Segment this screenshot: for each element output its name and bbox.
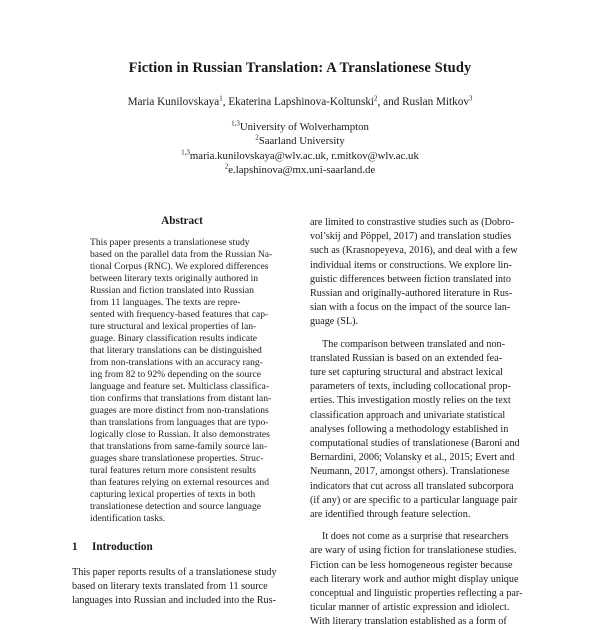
text-line: guage. Binary classification results indicate <box>90 333 258 344</box>
text-line: The comparison between translated and non- <box>322 338 506 350</box>
section-heading <box>72 541 153 553</box>
paragraph-gap <box>310 330 535 338</box>
text-line: such as (Krasnopeyeva, 2016), and deal with a few <box>310 245 518 257</box>
paragraph <box>310 530 535 629</box>
text-line: This paper presents a translationese study <box>90 237 250 248</box>
text-line: It does not come as a surprise that researchers <box>322 531 509 543</box>
affiliation-line: $^{1,3}$University of Wolverhampton <box>231 119 369 133</box>
text-line: from 11 languages. The texts are repre- <box>90 297 241 308</box>
paper-title: Fiction in Russian Translation: A Translationese Study <box>128 60 472 76</box>
text-line: analyses following a methodology established in <box>310 423 509 435</box>
text-line: that translations from same-family source lan- <box>90 441 268 452</box>
text-line: Russian and originally-authored literature in Rus- <box>310 288 513 300</box>
left-column <box>72 215 292 525</box>
text-line: individual items or constructions. We explore lin- <box>310 259 512 271</box>
text-line: parameters of texts, including collocational prop- <box>310 381 511 393</box>
text-line: ture structural and lexical properties of lan- <box>90 321 257 332</box>
text-line: based on the parallel data from the Russian Na- <box>90 249 273 260</box>
text-line: sian with a focus on the impact of the source lan- <box>310 302 511 314</box>
text-line: guages are more distinct from non-translations <box>90 405 269 416</box>
text-line: Fiction can be less homogeneous register because <box>310 559 513 571</box>
author: Ruslan Mitkov$^3$ <box>402 94 473 108</box>
email-line: $^2$e.lapshinova@mx.uni-saarland.de <box>224 162 376 176</box>
text-line: guage (SL). <box>310 316 359 328</box>
text-line: tional Corpus (RNC). We explored differences <box>90 261 269 272</box>
text-line: based on literary texts translated from 11 source <box>72 581 268 593</box>
text-line: ticular manner of artistic expression and idiolect. <box>310 602 510 614</box>
text-line: (if any) or are specific to a particular language pair <box>310 494 518 506</box>
text-line: identification tasks. <box>90 513 166 524</box>
text-line: ing from 82 to 92% depending on the source <box>90 369 262 380</box>
text-line: capturing lexical properties of texts in both <box>90 489 256 500</box>
author: Maria Kunilovskaya$^1$, <box>127 94 229 108</box>
text-line: vol’skij and Pöppel, 2017) and translation studies <box>310 231 512 243</box>
affiliation-line: $^2$Saarland University <box>255 133 345 148</box>
text-line: from non-translations with an accuracy rang- <box>90 357 263 368</box>
abstract-body <box>72 237 290 525</box>
section-number: 1 <box>72 541 78 553</box>
text-line: are identified through feature selection. <box>310 509 471 521</box>
paragraph <box>310 216 535 330</box>
text-line: conceptual and linguistic properties reflecting a par- <box>310 588 523 600</box>
text-line: languages into Russian and included into the Rus- <box>72 595 277 607</box>
text-line: Neumann, 2017, amongst others). Translationese <box>310 466 510 478</box>
text-line: logically close to Russian. It also demonstrates <box>90 429 270 440</box>
paragraph <box>310 338 535 523</box>
abstract-heading: Abstract <box>161 215 203 227</box>
section-title: Introduction <box>92 541 153 553</box>
text-line: tion confirms that translations from distant lan- <box>90 393 272 404</box>
text-line: computational studies of translationese (Baroni and <box>310 438 520 450</box>
text-line: This paper reports results of a translationese study <box>72 567 277 578</box>
text-line: Bernardini, 2006; Volansky et al., 2015; Evert and <box>310 452 515 464</box>
text-line: erties. This investigation mostly relies on the text <box>310 395 511 407</box>
text-line: Russian and fiction translated into Russian <box>90 285 254 296</box>
text-line: classification approach and univariate statistical <box>310 409 506 421</box>
text-line: translated Russian is based on an extended fea- <box>310 352 503 364</box>
paragraph-gap <box>310 522 535 530</box>
email-line: $^{1,3}$maria.kunilovskaya@wlv.ac.uk, r.mitkov@wlv.ac.uk <box>181 148 419 162</box>
introduction-text <box>72 566 297 609</box>
author-list <box>0 96 600 108</box>
text-line: that literary translations can be distinguished <box>90 345 262 356</box>
text-line: guistic differences between fiction translated into <box>310 273 511 285</box>
text-line: between literary texts originally authored in <box>90 273 259 284</box>
text-line: than features relying on external resources and <box>90 477 270 488</box>
affiliations <box>0 120 600 177</box>
text-line: language and feature set. Multiclass classifica- <box>90 381 270 392</box>
text-line: each literary work and author might display unique <box>310 573 519 585</box>
text-line: than translations from languages that are typo- <box>90 417 269 428</box>
text-line: are limited to constrastive studies such as (Dobro- <box>310 217 514 228</box>
text-line: With literary translation established as a form of <box>310 616 507 628</box>
text-line: are wary of using fiction for translationese studies. <box>310 545 517 557</box>
author: Ekaterina Lapshinova-Koltunski$^2$, and <box>228 94 403 108</box>
text-line: guages share translationese properties. Struc- <box>90 453 264 464</box>
text-line: translationese detection and source language <box>90 501 262 512</box>
text-line: sented with frequency-based features that cap- <box>90 309 269 320</box>
right-column <box>310 216 535 630</box>
text-line: indicators that cut across all translated subcorpora <box>310 480 514 492</box>
text-line: ture set capturing structural and abstract lexical <box>310 367 503 379</box>
text-line: tural features return more consistent results <box>90 465 256 476</box>
